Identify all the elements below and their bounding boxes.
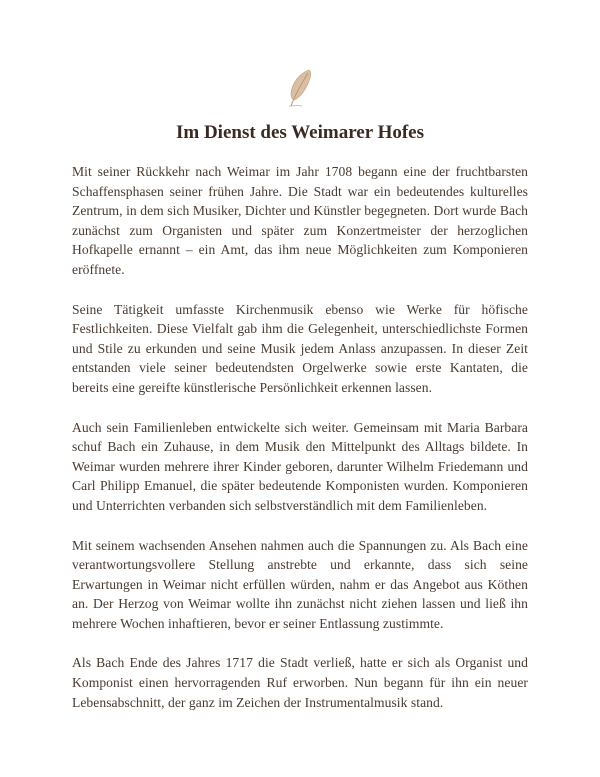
document-body: [72, 162, 528, 732]
page-title: Im Dienst des Weimarer Hofes: [175, 122, 425, 143]
paragraph-5: Als Bach Ende des Jahres 1717 die Stadt verließ, hatte er sich als Organist und Komponist einen hervorragenden Ruf erworben. Nun begann für ihn ein neuer Lebensabschnitt, der ganz im Zeichen der Instrumentalmusik stand.: [72, 655, 528, 710]
paragraph-4: Mit seinem wachsenden Ansehen nahmen auch die Spannungen zu. Als Bach eine verantwortungsvollere Stellung anstrebte und erkannte, dass sich seine Erwartungen in Weimar nicht erfüllen würden, nahm er das Angebot aus Köthen an. Der Herzog von Weimar wollte ihn zunächst nicht ziehen lassen und ließ ihn mehrere Wochen inhaftieren, bevor er seiner Entlassung zustimmte.: [72, 537, 528, 631]
paragraph-1: Mit seiner Rückkehr nach Weimar im Jahr 1708 begann eine der fruchtbarsten Schaffensphasen seiner frühen Jahre. Die Stadt war ein bedeutendes kulturelles Zentrum, in dem sich Musiker, Dichter und Künstler begegneten. Dort wurde Bach zunächst zum Organisten und später zum Konzertmeister der herzoglichen Hofkapelle ernannt – ein Amt, das ihm neue Möglichkeiten zum Komponieren eröffnete.: [72, 164, 528, 277]
paragraph-2: Seine Tätigkeit umfasste Kirchenmusik ebenso wie Werke für höfische Festlichkeiten. Diese Vielfalt gab ihm die Gelegenheit, unterschiedlichste Formen und Stile zu erkunden und seine Musik jedem Anlass anzupassen. In dieser Zeit entstanden viele seiner bedeutendsten Orgelwerke sowie erste Kantaten, die bereits eine gereifte künstlerische Persönlichkeit erkennen lassen.: [72, 301, 528, 395]
quill-feather-icon: [285, 68, 315, 108]
paragraph-3: Auch sein Familienleben entwickelte sich weiter. Gemeinsam mit Maria Barbara schuf Bach ein Zuhause, in dem Musik den Mittelpunkt des Alltags bildete. In Weimar wurden mehrere ihrer Kinder geboren, darunter Wilhelm Friedemann und Carl Philipp Emanuel, die später bedeutende Komponisten wurden. Komponieren und Unterrichten verbanden sich selbstverständlich mit dem Familienleben.: [72, 419, 528, 513]
